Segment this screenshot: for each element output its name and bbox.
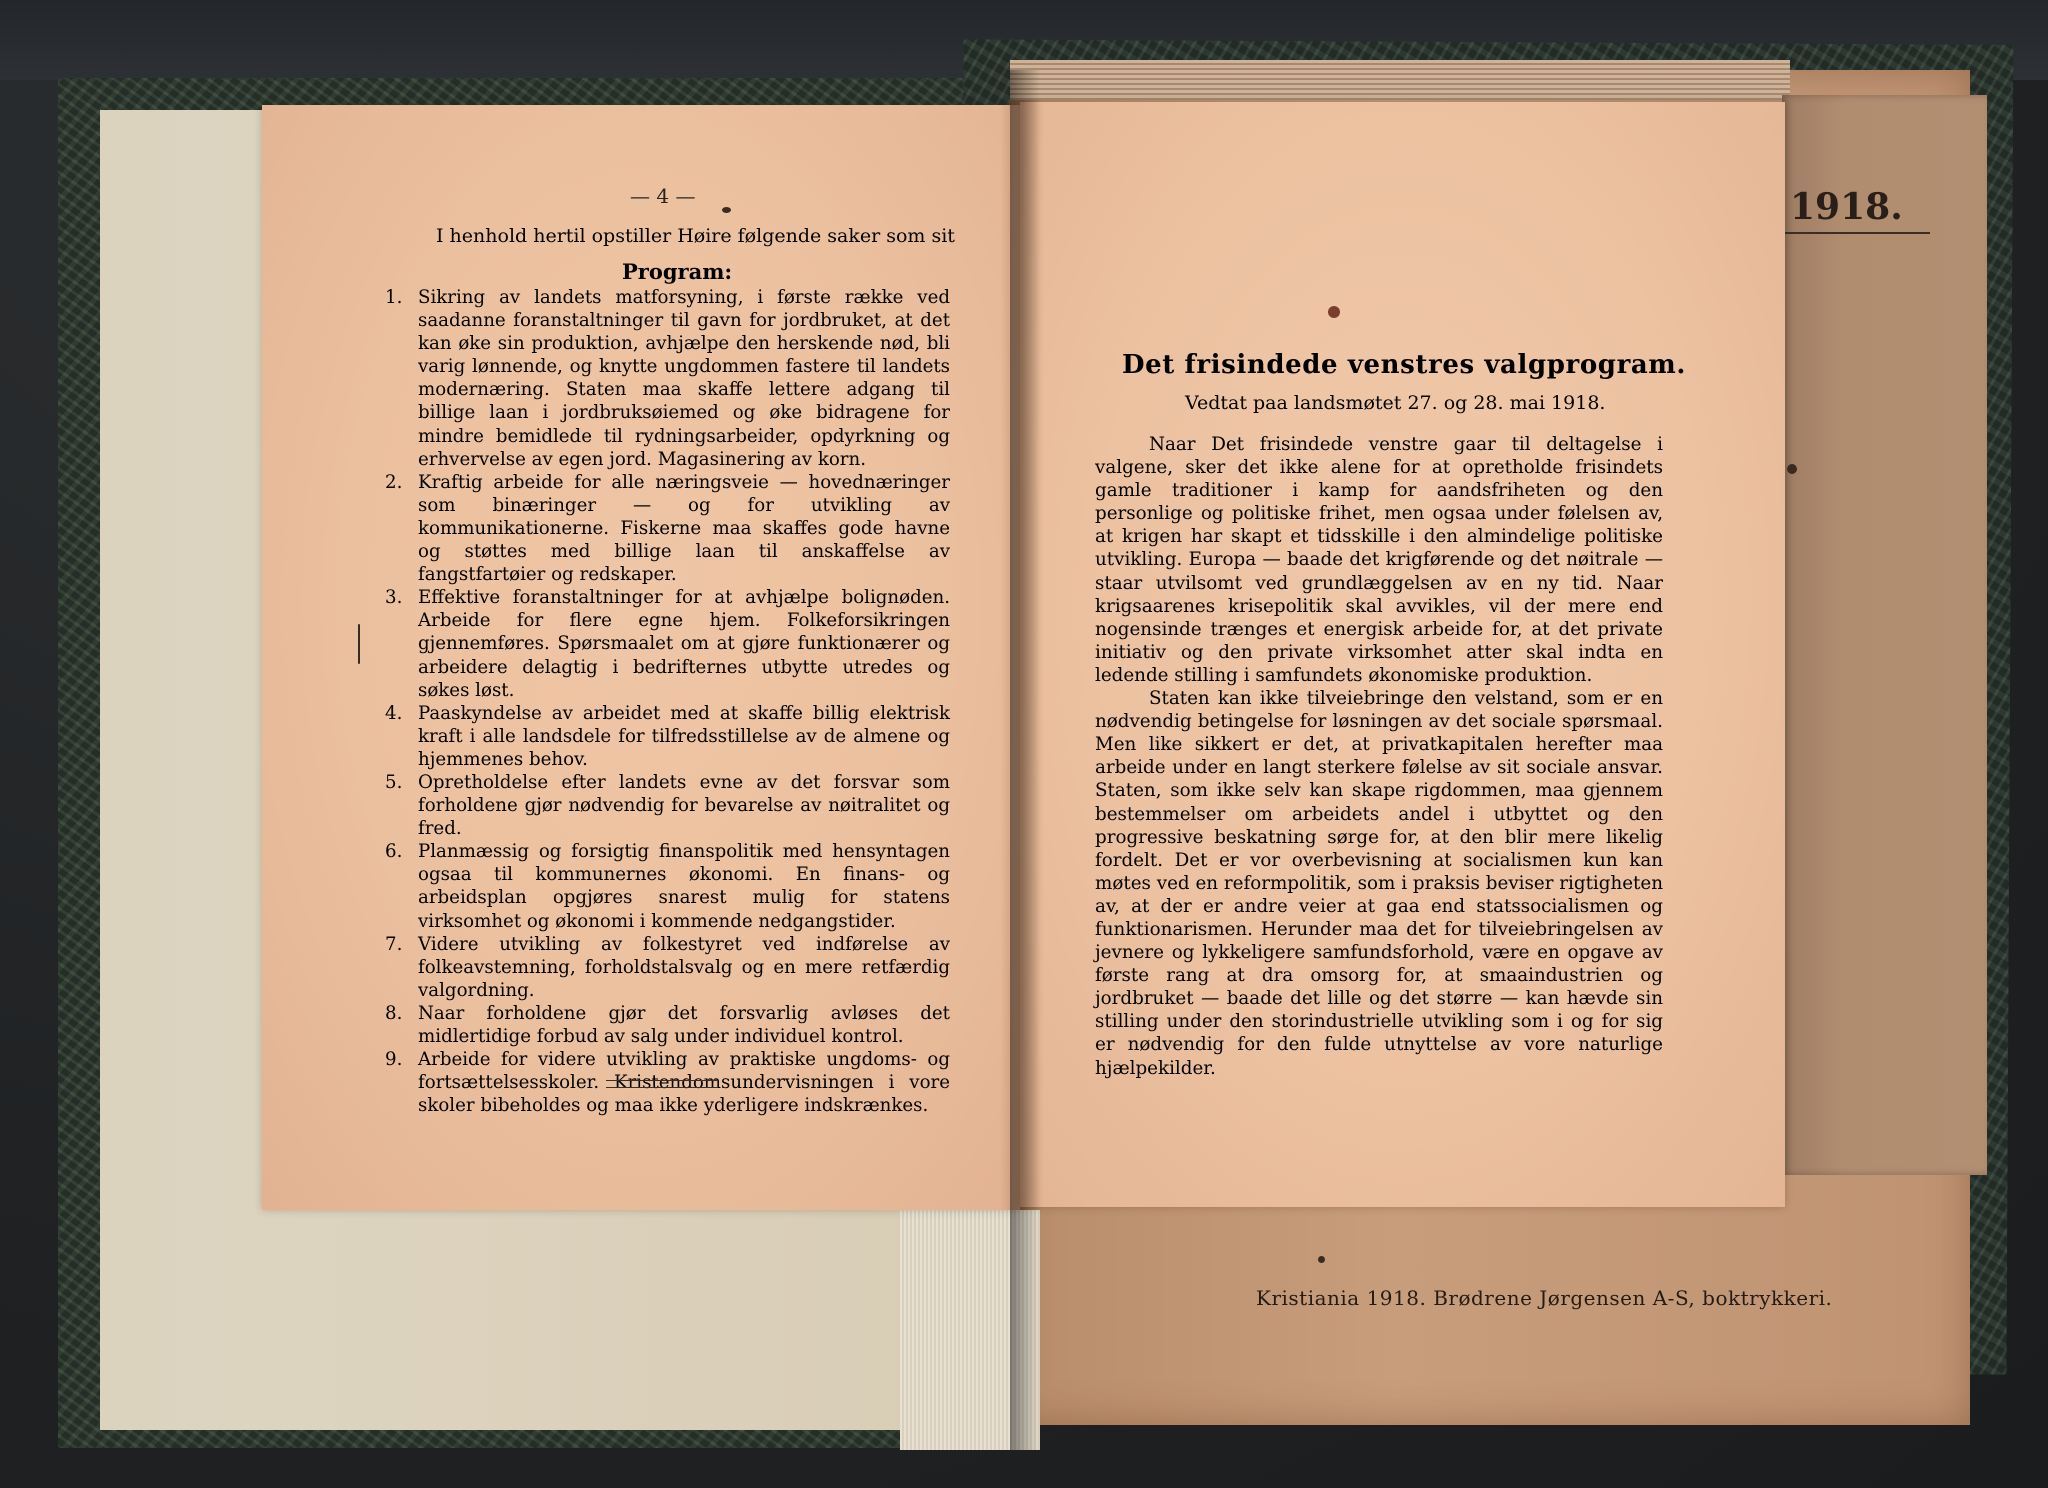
year-card xyxy=(1782,95,1987,1175)
program-item xyxy=(385,586,950,701)
page-number: — 4 — xyxy=(630,184,696,208)
speck xyxy=(1787,464,1797,474)
speck xyxy=(1318,1256,1325,1263)
item-text: Effektive foranstaltninger for at avhjælpe bolignøden. Arbeide for flere egne hjem. Folkeforsikringen gjennemføres. Spørsmaalet om at gjøre funktionærer og arbeidere delagtig i bedrifternes utbytte utredes og søkes løst. xyxy=(418,587,950,701)
program-item xyxy=(385,286,950,471)
item-number: 9. xyxy=(385,1049,403,1071)
item-text: Planmæssig og forsigtig finanspolitik med hensyntagen ogsaa til kommunernes økonomi. En finans- og arbeidsplan opgjøres snarest mulig for statens virksomhet og økonomi i kommende nedgangstider. xyxy=(418,841,950,932)
item-text: Paaskyndelse av arbeidet med at skaffe billig elektrisk kraft i alle landsdele for tilfredsstillelse av de almene og hjemmenes behov. xyxy=(418,702,950,770)
item-text: Arbeide for videre utvikling av praktiske ungdoms- og fortsættelsesskoler. Kristendomsundervisningen i vore skoler bibeholdes og maa ikke yderligere indskrænkes. xyxy=(418,1049,950,1117)
body-paragraph: Naar Det frisindede venstre gaar til deltagelse i valgene, sker det ikke alene for at opretholde frisindets gamle traditioner i kamp for aandsfriheten og den personlige og politiske frihet, men ogsaa under følelsen av, at krigen har skapt et tidsskille i den almindelige politiske utvikling. Europa — baade det krigførende og det nøitrale — staar utvilsomt ved grundlæggelsen av en ny tid. Naar krigsaarenes krisepolitik skal avvikles, vil der mere end nogensinde trænges et energisk arbeide for, at det private initiativ og den private virksomhet atter skal indta en ledende stilling i samfundets økonomiske produktion. xyxy=(1095,434,1663,686)
item-number: 3. xyxy=(385,587,403,609)
item-number: 1. xyxy=(385,287,403,308)
program-title: Program: xyxy=(622,259,733,284)
item-text: Naar forholdene gjør det forsvarlig avløses det midlertidige forbud av salg under individuel kontrol. xyxy=(418,1002,950,1047)
program-body xyxy=(1095,433,1663,1080)
program-heading: Det frisindede venstres valgprogram. xyxy=(1122,350,1687,380)
item-number: 5. xyxy=(385,771,403,793)
item-number: 4. xyxy=(385,702,403,724)
item-text: Opretholdelse efter landets evne av det forsvar som forholdene gjør nødvendig for bevarelse av nøitralitet og fred. xyxy=(418,771,950,840)
speck xyxy=(358,624,360,664)
program-item xyxy=(385,840,950,932)
program-intro: I henhold hertil opstiller Høire følgende saker som sit xyxy=(436,225,955,247)
body-paragraph: Staten kan ikke tilveiebringe den velstand, som er en nødvendig betingelse for løsningen av det sociale spørsmaal. Men like sikkert er det, at privatkapitalen herefter maa arbeide under en langt sterkere følelse av sit sociale ansvar. Staten, som ikke selv kan skape rigdommen, maa gjennem bestemmelser om arbeidets andel i utbyttet og den progressive beskatning sørge for, at den blir mere likelig fordelt. Det er vor overbevisning at socialismen kun kan møtes ved en reformpolitik, som i praksis beviser rigtigheten av, at der er andre veier at gaa end statssocialismen og funktionarismen. Herunder maa det for tilveiebringelsen av jevnere og lykkeligere samfundsforhold, være en opgave av første rang at dra omsorg for, at smaaindustrien og jordbruket — baade det lille og det større — kan hævde sin stilling under den storindustrielle utvikling som i og for sig er nødvendig for den fulde utnyttelse av vore naturlige hjælpekilder. xyxy=(1095,688,1663,1079)
item-text: Kraftig arbeide for alle næringsveie — hovednæringer som binæringer — og for utvikling av kommunikationerne. Fiskerne maa skaffes gode havne og støttes med billige laan til anskaffelse av fangstfartøier og redskaper. xyxy=(418,471,950,586)
page-stack-edge xyxy=(1010,60,1790,100)
end-double-rule xyxy=(606,1080,718,1088)
item-text: Sikring av landets matforsyning, i første række ved saadanne foranstaltninger til gavn for jordbruket, at det kan øke sin produktion, avhjælpe den herskende nød, bli varig lønnende, og knytte ungdommen fastere til landets modernæring. Staten maa skaffe lettere adgang til billige laan i jordbruksøiemed og øke bidragene for mindre bemidlede til rydningsarbeider, opdyrkning og erhvervelse av egen jord. Magasinering av korn. xyxy=(418,287,950,470)
item-number: 2. xyxy=(385,471,403,493)
program-item xyxy=(385,933,950,1002)
year-label: 1918. xyxy=(1790,186,1903,228)
ink-dot-mark xyxy=(1328,306,1340,318)
item-number: 7. xyxy=(385,933,403,955)
program-item xyxy=(385,1002,950,1048)
program-subheading: Vedtat paa landsmøtet 27. og 28. mai 1918. xyxy=(1185,392,1606,414)
printer-colophon: Kristiania 1918. Brødrene Jørgensen A-S, boktrykkeri. xyxy=(1256,1286,1833,1310)
item-number: 6. xyxy=(385,841,403,863)
program-item xyxy=(385,771,950,840)
year-underline xyxy=(1780,232,1930,234)
program-item xyxy=(385,471,950,586)
item-text: Videre utvikling av folkestyret ved indførelse av folkeavstemning, forholdstalsvalg og en mere retfærdig valgordning. xyxy=(418,933,950,1001)
item-number: 8. xyxy=(385,1002,403,1024)
gutter-shadow xyxy=(1010,70,1040,1450)
speck xyxy=(722,207,731,213)
program-item xyxy=(385,702,950,771)
program-list xyxy=(385,286,950,1117)
